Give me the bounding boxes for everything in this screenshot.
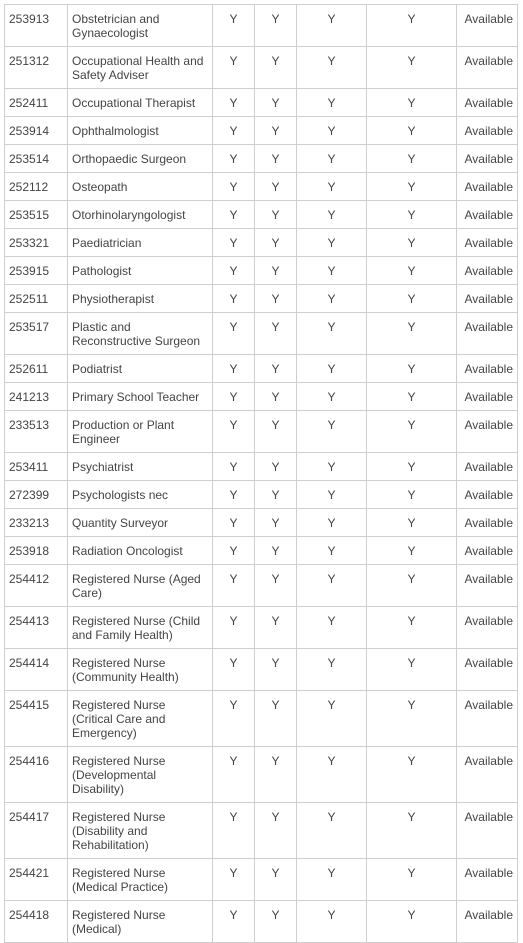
flag-cell-3: Y <box>297 649 367 691</box>
flag-cell-2: Y <box>255 481 297 509</box>
status-cell: Available <box>457 89 518 117</box>
occupation-code-cell: 253918 <box>5 537 68 565</box>
table-row <box>5 607 518 649</box>
flag-cell-3: Y <box>297 257 367 285</box>
flag-cell-4: Y <box>367 747 457 803</box>
flag-cell-4: Y <box>367 859 457 901</box>
flag-cell-4: Y <box>367 313 457 355</box>
status-cell: Available <box>457 173 518 201</box>
flag-cell-1: Y <box>213 859 255 901</box>
occupation-code-cell: 254418 <box>5 901 68 943</box>
flag-cell-1: Y <box>213 173 255 201</box>
occupation-code-cell: 254415 <box>5 691 68 747</box>
flag-cell-2: Y <box>255 313 297 355</box>
flag-cell-1: Y <box>213 313 255 355</box>
flag-cell-3: Y <box>297 565 367 607</box>
status-cell: Available <box>457 607 518 649</box>
occupation-name-cell: Registered Nurse (Aged Care) <box>68 565 213 607</box>
occupation-name-cell: Paediatrician <box>68 229 213 257</box>
occupation-name-cell: Registered Nurse (Medical Practice) <box>68 859 213 901</box>
flag-cell-3: Y <box>297 411 367 453</box>
flag-cell-1: Y <box>213 5 255 47</box>
flag-cell-1: Y <box>213 355 255 383</box>
status-cell: Available <box>457 201 518 229</box>
occupation-code-cell: 241213 <box>5 383 68 411</box>
flag-cell-4: Y <box>367 355 457 383</box>
table-row <box>5 859 518 901</box>
flag-cell-4: Y <box>367 5 457 47</box>
flag-cell-3: Y <box>297 481 367 509</box>
flag-cell-3: Y <box>297 5 367 47</box>
flag-cell-4: Y <box>367 47 457 89</box>
table-row <box>5 5 518 47</box>
status-cell: Available <box>457 313 518 355</box>
flag-cell-2: Y <box>255 747 297 803</box>
flag-cell-1: Y <box>213 803 255 859</box>
occupation-name-cell: Production or Plant Engineer <box>68 411 213 453</box>
flag-cell-1: Y <box>213 285 255 313</box>
flag-cell-2: Y <box>255 173 297 201</box>
flag-cell-4: Y <box>367 565 457 607</box>
table-row <box>5 565 518 607</box>
flag-cell-2: Y <box>255 453 297 481</box>
table-row <box>5 747 518 803</box>
occupation-code-cell: 252411 <box>5 89 68 117</box>
flag-cell-4: Y <box>367 383 457 411</box>
occupation-code-cell: 253515 <box>5 201 68 229</box>
flag-cell-3: Y <box>297 509 367 537</box>
flag-cell-4: Y <box>367 607 457 649</box>
occupation-code-cell: 233213 <box>5 509 68 537</box>
occupation-name-cell: Osteopath <box>68 173 213 201</box>
status-cell: Available <box>457 145 518 173</box>
occupation-name-cell: Ophthalmologist <box>68 117 213 145</box>
occupation-name-cell: Orthopaedic Surgeon <box>68 145 213 173</box>
flag-cell-1: Y <box>213 201 255 229</box>
flag-cell-2: Y <box>255 691 297 747</box>
flag-cell-1: Y <box>213 691 255 747</box>
flag-cell-3: Y <box>297 285 367 313</box>
flag-cell-4: Y <box>367 691 457 747</box>
status-cell: Available <box>457 229 518 257</box>
flag-cell-3: Y <box>297 901 367 943</box>
flag-cell-4: Y <box>367 257 457 285</box>
flag-cell-2: Y <box>255 509 297 537</box>
status-cell: Available <box>457 481 518 509</box>
table-row <box>5 411 518 453</box>
table-row <box>5 313 518 355</box>
occupation-code-cell: 253915 <box>5 257 68 285</box>
occupation-table <box>4 4 518 943</box>
status-cell: Available <box>457 803 518 859</box>
status-cell: Available <box>457 537 518 565</box>
flag-cell-2: Y <box>255 355 297 383</box>
status-cell: Available <box>457 117 518 145</box>
occupation-name-cell: Psychiatrist <box>68 453 213 481</box>
flag-cell-2: Y <box>255 145 297 173</box>
status-cell: Available <box>457 257 518 285</box>
flag-cell-1: Y <box>213 565 255 607</box>
table-row <box>5 229 518 257</box>
table-row <box>5 47 518 89</box>
occupation-name-cell: Registered Nurse (Community Health) <box>68 649 213 691</box>
status-cell: Available <box>457 747 518 803</box>
flag-cell-2: Y <box>255 201 297 229</box>
occupation-name-cell: Registered Nurse (Child and Family Health) <box>68 607 213 649</box>
occupation-name-cell: Quantity Surveyor <box>68 509 213 537</box>
flag-cell-1: Y <box>213 649 255 691</box>
occupation-code-cell: 254417 <box>5 803 68 859</box>
flag-cell-4: Y <box>367 89 457 117</box>
occupation-name-cell: Occupational Health and Safety Adviser <box>68 47 213 89</box>
occupation-name-cell: Registered Nurse (Developmental Disability) <box>68 747 213 803</box>
flag-cell-2: Y <box>255 411 297 453</box>
occupation-name-cell: Otorhinolaryngologist <box>68 201 213 229</box>
flag-cell-2: Y <box>255 257 297 285</box>
occupation-code-cell: 254412 <box>5 565 68 607</box>
flag-cell-4: Y <box>367 509 457 537</box>
occupation-name-cell: Pathologist <box>68 257 213 285</box>
occupation-name-cell: Obstetrician and Gynaecologist <box>68 5 213 47</box>
table-row <box>5 691 518 747</box>
flag-cell-4: Y <box>367 649 457 691</box>
flag-cell-3: Y <box>297 383 367 411</box>
status-cell: Available <box>457 411 518 453</box>
flag-cell-3: Y <box>297 607 367 649</box>
flag-cell-3: Y <box>297 537 367 565</box>
flag-cell-4: Y <box>367 145 457 173</box>
flag-cell-1: Y <box>213 145 255 173</box>
status-cell: Available <box>457 47 518 89</box>
occupation-code-cell: 233513 <box>5 411 68 453</box>
flag-cell-2: Y <box>255 285 297 313</box>
flag-cell-1: Y <box>213 383 255 411</box>
flag-cell-1: Y <box>213 229 255 257</box>
flag-cell-1: Y <box>213 411 255 453</box>
flag-cell-2: Y <box>255 537 297 565</box>
occupation-code-cell: 252112 <box>5 173 68 201</box>
occupation-code-cell: 253517 <box>5 313 68 355</box>
flag-cell-2: Y <box>255 383 297 411</box>
occupation-code-cell: 253411 <box>5 453 68 481</box>
table-row <box>5 803 518 859</box>
table-row <box>5 509 518 537</box>
table-row <box>5 537 518 565</box>
occupation-code-cell: 253914 <box>5 117 68 145</box>
occupation-name-cell: Podiatrist <box>68 355 213 383</box>
flag-cell-2: Y <box>255 803 297 859</box>
flag-cell-2: Y <box>255 565 297 607</box>
flag-cell-3: Y <box>297 173 367 201</box>
flag-cell-1: Y <box>213 453 255 481</box>
flag-cell-1: Y <box>213 509 255 537</box>
flag-cell-4: Y <box>367 117 457 145</box>
flag-cell-4: Y <box>367 901 457 943</box>
flag-cell-3: Y <box>297 859 367 901</box>
table-row <box>5 901 518 943</box>
flag-cell-1: Y <box>213 607 255 649</box>
status-cell: Available <box>457 691 518 747</box>
occupation-code-cell: 253321 <box>5 229 68 257</box>
flag-cell-2: Y <box>255 117 297 145</box>
flag-cell-3: Y <box>297 691 367 747</box>
flag-cell-4: Y <box>367 173 457 201</box>
occupation-code-cell: 251312 <box>5 47 68 89</box>
flag-cell-3: Y <box>297 145 367 173</box>
occupation-code-cell: 253514 <box>5 145 68 173</box>
flag-cell-2: Y <box>255 89 297 117</box>
table-row <box>5 145 518 173</box>
table-row <box>5 117 518 145</box>
flag-cell-3: Y <box>297 229 367 257</box>
flag-cell-2: Y <box>255 229 297 257</box>
table-row <box>5 257 518 285</box>
flag-cell-4: Y <box>367 537 457 565</box>
occupation-name-cell: Physiotherapist <box>68 285 213 313</box>
flag-cell-1: Y <box>213 257 255 285</box>
flag-cell-3: Y <box>297 89 367 117</box>
occupation-table-body <box>5 5 518 943</box>
status-cell: Available <box>457 649 518 691</box>
flag-cell-1: Y <box>213 747 255 803</box>
flag-cell-1: Y <box>213 481 255 509</box>
flag-cell-4: Y <box>367 201 457 229</box>
table-row <box>5 173 518 201</box>
table-row <box>5 201 518 229</box>
occupation-name-cell: Primary School Teacher <box>68 383 213 411</box>
flag-cell-2: Y <box>255 901 297 943</box>
occupation-code-cell: 254416 <box>5 747 68 803</box>
flag-cell-4: Y <box>367 481 457 509</box>
status-cell: Available <box>457 355 518 383</box>
flag-cell-4: Y <box>367 803 457 859</box>
occupation-code-cell: 253913 <box>5 5 68 47</box>
flag-cell-3: Y <box>297 355 367 383</box>
flag-cell-1: Y <box>213 89 255 117</box>
flag-cell-2: Y <box>255 649 297 691</box>
flag-cell-3: Y <box>297 747 367 803</box>
table-row <box>5 383 518 411</box>
status-cell: Available <box>457 859 518 901</box>
flag-cell-3: Y <box>297 47 367 89</box>
occupation-name-cell: Plastic and Reconstructive Surgeon <box>68 313 213 355</box>
flag-cell-1: Y <box>213 117 255 145</box>
flag-cell-3: Y <box>297 201 367 229</box>
table-row <box>5 453 518 481</box>
flag-cell-4: Y <box>367 285 457 313</box>
occupation-name-cell: Radiation Oncologist <box>68 537 213 565</box>
occupation-name-cell: Psychologists nec <box>68 481 213 509</box>
table-row <box>5 649 518 691</box>
flag-cell-3: Y <box>297 313 367 355</box>
flag-cell-3: Y <box>297 453 367 481</box>
status-cell: Available <box>457 5 518 47</box>
table-row <box>5 355 518 383</box>
table-row <box>5 481 518 509</box>
occupation-name-cell: Occupational Therapist <box>68 89 213 117</box>
occupation-code-cell: 252611 <box>5 355 68 383</box>
occupation-name-cell: Registered Nurse (Critical Care and Emergency) <box>68 691 213 747</box>
flag-cell-2: Y <box>255 607 297 649</box>
status-cell: Available <box>457 509 518 537</box>
flag-cell-2: Y <box>255 859 297 901</box>
occupation-code-cell: 252511 <box>5 285 68 313</box>
status-cell: Available <box>457 565 518 607</box>
table-row <box>5 89 518 117</box>
flag-cell-2: Y <box>255 5 297 47</box>
flag-cell-1: Y <box>213 901 255 943</box>
flag-cell-3: Y <box>297 117 367 145</box>
occupation-name-cell: Registered Nurse (Medical) <box>68 901 213 943</box>
table-row <box>5 285 518 313</box>
flag-cell-4: Y <box>367 229 457 257</box>
occupation-code-cell: 254421 <box>5 859 68 901</box>
flag-cell-3: Y <box>297 803 367 859</box>
status-cell: Available <box>457 453 518 481</box>
occupation-code-cell: 254413 <box>5 607 68 649</box>
flag-cell-1: Y <box>213 47 255 89</box>
occupation-code-cell: 272399 <box>5 481 68 509</box>
occupation-code-cell: 254414 <box>5 649 68 691</box>
status-cell: Available <box>457 383 518 411</box>
flag-cell-4: Y <box>367 411 457 453</box>
flag-cell-4: Y <box>367 453 457 481</box>
status-cell: Available <box>457 901 518 943</box>
status-cell: Available <box>457 285 518 313</box>
flag-cell-2: Y <box>255 47 297 89</box>
occupation-name-cell: Registered Nurse (Disability and Rehabilitation) <box>68 803 213 859</box>
flag-cell-1: Y <box>213 537 255 565</box>
